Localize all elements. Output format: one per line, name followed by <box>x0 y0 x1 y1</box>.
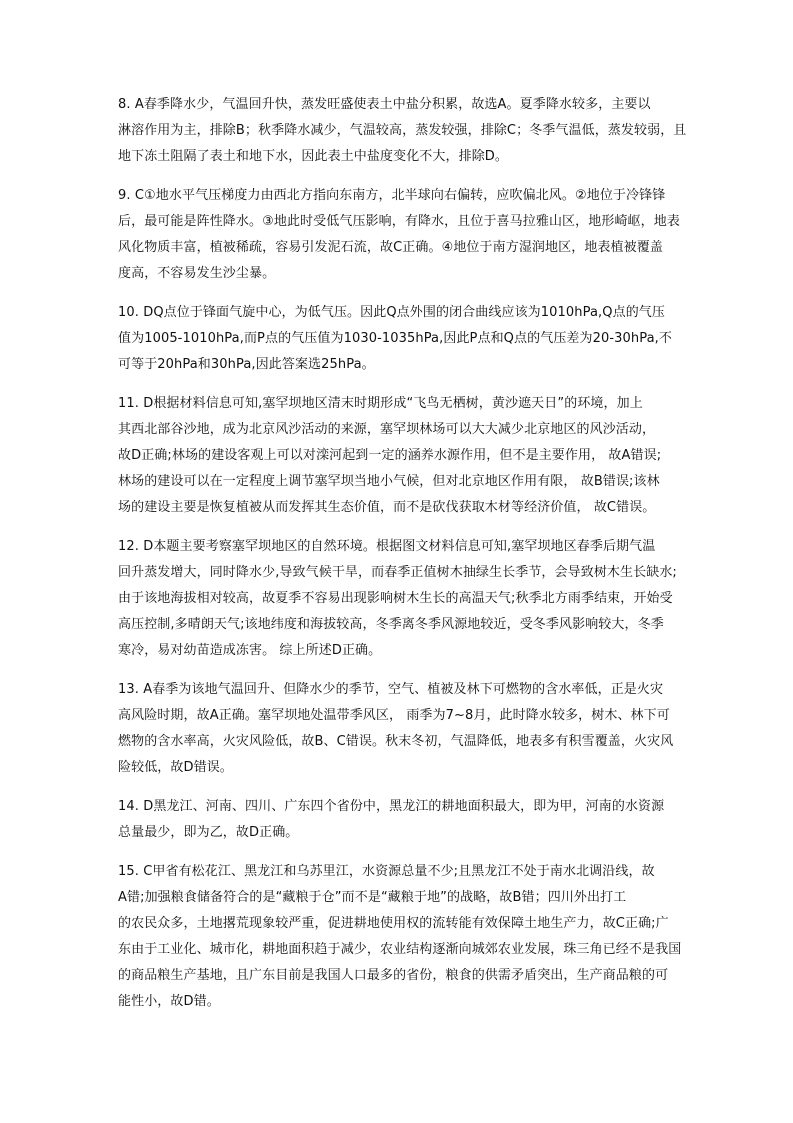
text-line: 高风险时期，故A正确。塞罕坝地处温带季风区， 雨季为7~8月，此时降水较多，树木、林下可 <box>118 708 670 723</box>
text-line: 12. D本题主要考察塞罕坝地区的自然环境。根据图文材料信息可知,塞罕坝地区春季后期气温 <box>118 539 656 554</box>
text-line: 14. D黑龙江、河南、四川、广东四个省份中，黑龙江的耕地面积最大，即为甲，河南的水资源 <box>118 799 665 814</box>
text-line: 的商品粮生产基地，且广东目前是我国人口最多的省份，粮食的供需矛盾突出，生产商品粮的可 <box>118 968 669 983</box>
text-line: 由于该地海拔相对较高，故夏季不容易出现影响树木生长的高温天气;秋季北方雨季结束，开始受 <box>118 591 673 606</box>
text-line: 回升蒸发增大，同时降水少,导致气候干旱，而春季正值树木抽绿生长季节，会导致树木生长缺水; <box>118 565 677 580</box>
text-line: 其西北部谷沙地，成为北京风沙活动的来源，塞罕坝林场可以大大减少北京地区的风沙活动， <box>118 422 656 437</box>
text-line: 8. A春季降水少，气温回升快，蒸发旺盛使表土中盐分积累，故选A。夏季降水较多，主要以 <box>118 97 651 112</box>
text-line: 地下冻土阻隔了表土和地下水，因此表土中盐度变化不大，排除D。 <box>118 149 509 164</box>
text-line: 燃物的含水率高，火灾风险低，故B、C错误。秋末冬初，气温降低，地表多有积雪覆盖，火灾风 <box>118 734 674 749</box>
text-line: 9. C①地水平气压梯度力由西北方指向东南方，北半球向右偏转，应吹偏北风。②地位于冷锋锋 <box>118 188 666 203</box>
text-line: 的农民众多，土地撂荒现象较严重，促进耕地使用权的流转能有效保障土地生产力，故C正确;广 <box>118 916 669 931</box>
text-line: 故D正确;林场的建设客观上可以对滦河起到一定的涵养水源作用，但不是主要作用， 故A错误; <box>118 448 662 463</box>
text-line: 可等于20hPa和30hPa,因此答案选25hPa。 <box>118 357 375 372</box>
text-line: 林场的建设可以在一定程度上调节塞罕坝当地小气候，但对北京地区作用有限， 故B错误;该林 <box>118 474 660 489</box>
text-line: 总量最少，即为乙，故D正确。 <box>118 825 299 840</box>
text-line: 13. A春季为该地气温回升、但降水少的季节，空气、植被及林下可燃物的含水率低，正是火灾 <box>118 682 664 697</box>
text-line: 能性小，故D错。 <box>118 994 220 1009</box>
text-line: A错;加强粮食储备符合的是“藏粮于仓”而不是“藏粮于地”的战略，故B错；四川外出打工 <box>118 890 627 905</box>
text-line: 后，最可能是阵性降水。③地此时受低气压影响，有降水，且位于喜马拉雅山区，地形崎岖，地表 <box>118 214 680 229</box>
text-line: 场的建设主要是恢复植被从而发挥其生态价值，而不是砍伐获取木材等经济价值， 故C错误。 <box>118 500 656 515</box>
text-line: 险较低，故D错误。 <box>118 760 233 775</box>
text-line: 淋溶作用为主，排除B；秋季降水减少，气温较高，蒸发较强，排除C；冬季气温低，蒸发较弱，且 <box>118 123 687 138</box>
text-line: 寒冷，易对幼苗造成冻害。 综上所述D正确。 <box>118 643 382 658</box>
text-line: 东由于工业化、城市化，耕地面积趋于减少，农业结构逐渐向城郊农业发展，珠三角已经不是我国 <box>118 942 682 957</box>
text-line: 高压控制,多晴朗天气;该地纬度和海拔较高，冬季离冬季风源地较近，受冬季风影响较大，冬季 <box>118 617 664 632</box>
text-line: 11. D根据材料信息可知,塞罕坝地区清末时期形成“飞鸟无栖树，黄沙遮天日”的环境，加上 <box>118 396 643 411</box>
text-line: 值为1005-1010hPa,而P点的气压值为1030-1035hPa,因此P点和Q点的气压差为20-30hPa,不 <box>118 331 672 346</box>
text-line: 15. C甲省有松花江、黑龙江和乌苏里江，水资源总量不少;且黑龙江不处于南水北调沿线，故 <box>118 864 655 879</box>
text-line: 度高，不容易发生沙尘暴。 <box>118 266 276 281</box>
text-line: 10. DQ点位于锋面气旋中心，为低气压。因此Q点外围的闭合曲线应该为1010hPa,Q点的气压 <box>118 305 665 320</box>
text-line: 风化物质丰富，植被稀疏，容易引发泥石流，故C正确。④地位于南方湿润地区，地表植被覆盖 <box>118 240 663 255</box>
